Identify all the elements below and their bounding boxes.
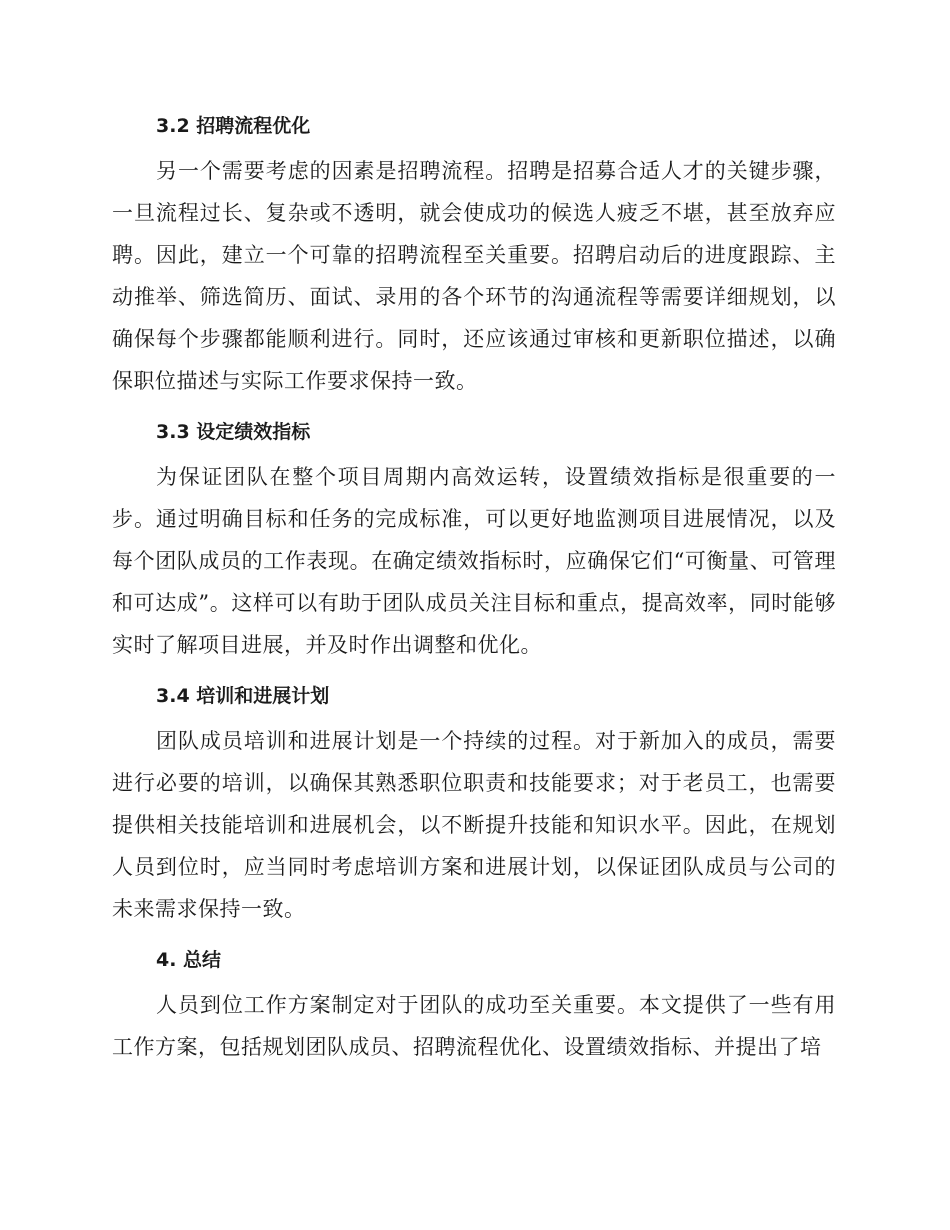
- section-paragraph-4: 人员到位工作方案制定对于团队的成功至关重要。本文提供了一些有用工作方案，包括规划团队成员、招聘流程优化、设置绩效指标、并提出了培: [112, 993, 836, 1059]
- section-heading-3-3: 3.3 设定绩效指标: [156, 421, 311, 443]
- section-heading-4: 4. 总结: [156, 949, 222, 971]
- section-paragraph-3-2: 另一个需要考虑的因素是招聘流程。招聘是招募合适人才的关键步骤，一旦流程过长、复杂或不透明，就会使成功的候选人疲乏不堪，甚至放弃应聘。因此，建立一个可靠的招聘流程至关重要。招聘启动后的进度跟踪、主动推举、筛选简历、面试、录用的各个环节的沟通流程等需要详细规划，以确保每个步骤都能顺利进行。同时，还应该通过审核和更新职位描述，以确保职位描述与实际工作要求保持一致。: [112, 159, 836, 393]
- document-body: [112, 106, 836, 1078]
- section-paragraph-3-3: 为保证团队在整个项目周期内高效运转，设置绩效指标是很重要的一步。通过明确目标和任务的完成标准，可以更好地监测项目进展情况，以及每个团队成员的工作表现。在确定绩效指标时，应确保它们“可衡量、可管理和可达成”。这样可以有助于团队成员关注目标和重点，提高效率，同时能够实时了解项目进展，并及时作出调整和优化。: [112, 465, 836, 657]
- section-heading-3-4: 3.4 培训和进展计划: [156, 685, 330, 707]
- section-heading-3-2: 3.2 招聘流程优化: [156, 115, 311, 137]
- section-paragraph-3-4: 团队成员培训和进展计划是一个持续的过程。对于新加入的成员，需要进行必要的培训，以确保其熟悉职位职责和技能要求；对于老员工，也需要提供相关技能培训和进展机会，以不断提升技能和知识水平。因此，在规划人员到位时，应当同时考虑培训方案和进展计划，以保证团队成员与公司的未来需求保持一致。: [112, 729, 836, 921]
